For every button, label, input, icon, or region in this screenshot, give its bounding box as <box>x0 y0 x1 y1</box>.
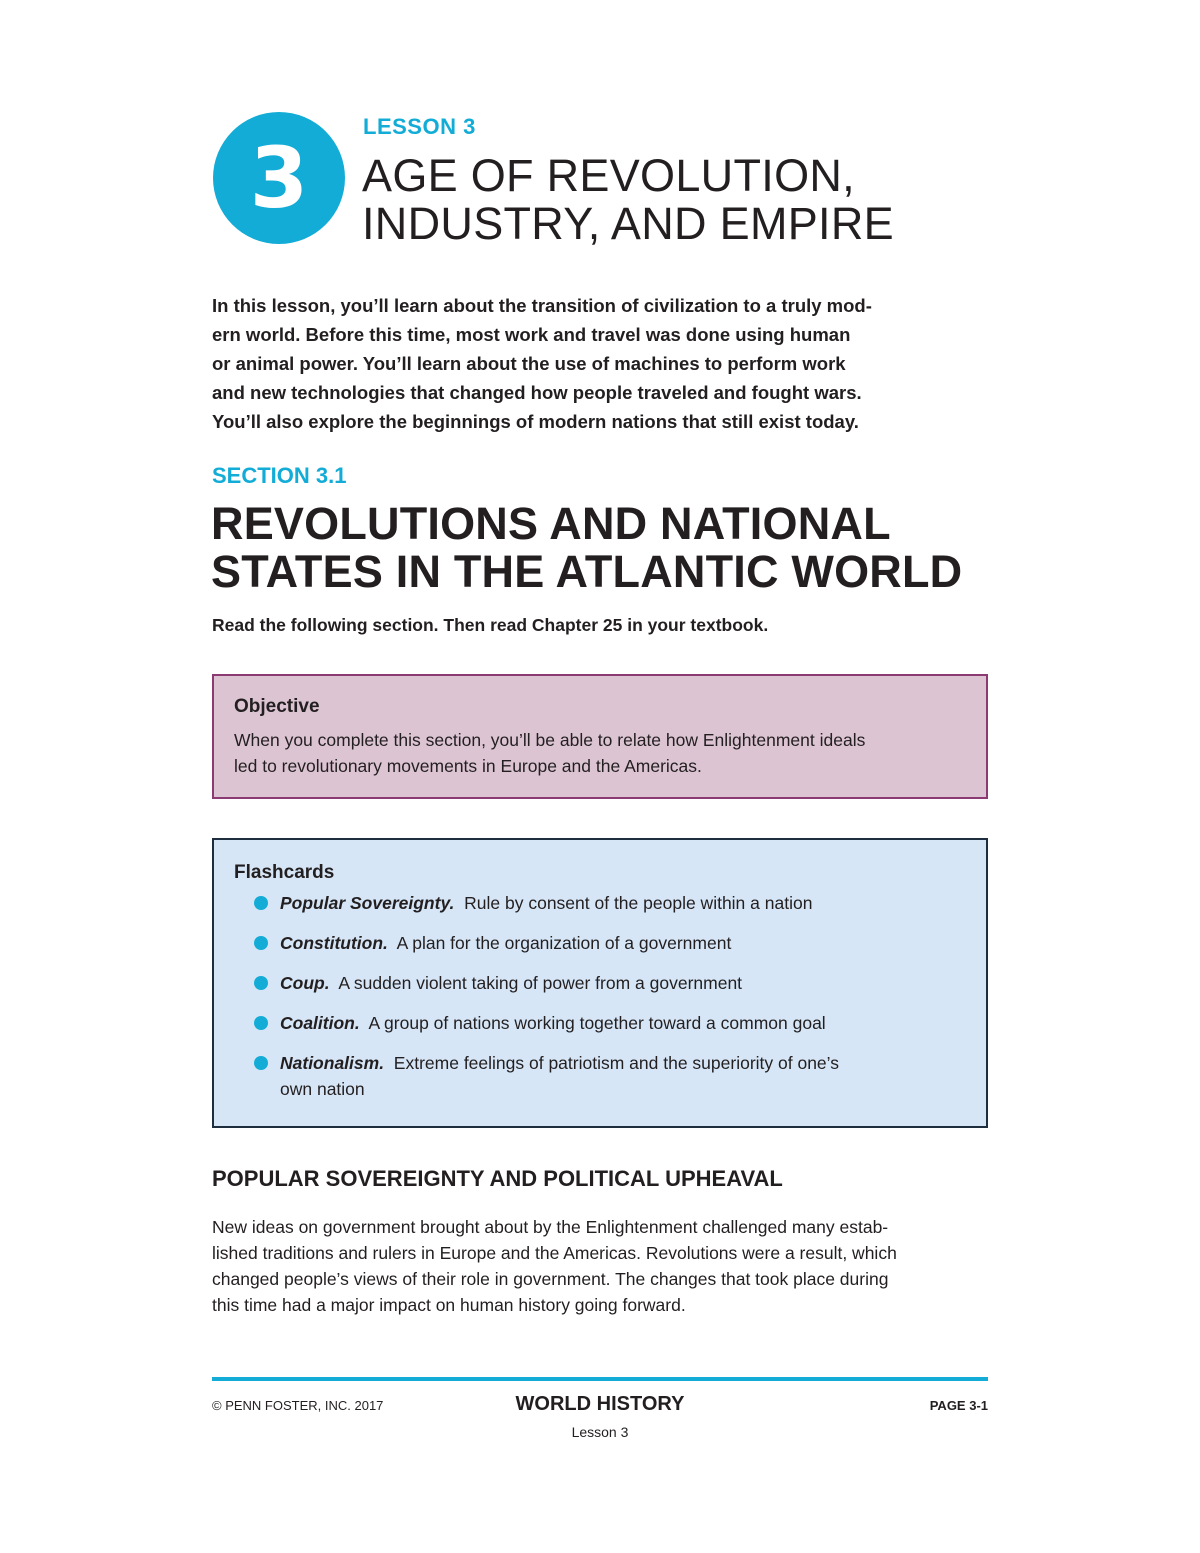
footer-course-title: WORLD HISTORY <box>515 1393 685 1415</box>
footer-copyright: © PENN FOSTER, INC. 2017 <box>212 1398 384 1413</box>
bullet-icon <box>254 1056 268 1070</box>
objective-text <box>234 727 966 779</box>
footer-lesson: Lesson 3 <box>571 1424 629 1440</box>
subsection-paragraph <box>212 1214 1002 1318</box>
flashcard-definition: A group of nations working together toward a common goal <box>368 1013 826 1033</box>
bullet-icon <box>254 976 268 990</box>
paragraph-line: lished traditions and rulers in Europe and the Americas. Revolutions were a result, which <box>212 1243 897 1263</box>
flashcard-term: Coalition. <box>280 1013 360 1033</box>
objective-line: When you complete this section, you’ll be able to relate how Enlightenment ideals <box>234 730 866 750</box>
bullet-icon <box>254 936 268 950</box>
flashcard-term: Coup. <box>280 973 330 993</box>
lesson-title-line: INDUSTRY, AND EMPIRE <box>362 198 894 249</box>
flashcard-definition: A plan for the organization of a government <box>396 933 732 953</box>
intro-line: and new technologies that changed how people traveled and fought wars. <box>212 382 862 403</box>
bullet-icon <box>254 896 268 910</box>
footer-divider <box>212 1377 988 1381</box>
lesson-title-line: AGE OF REVOLUTION, <box>362 150 855 201</box>
paragraph-line: this time had a major impact on human history going forward. <box>212 1295 686 1315</box>
section-title-line: STATES IN THE ATLANTIC WORLD <box>211 546 963 597</box>
subsection-heading: POPULAR SOVEREIGNTY AND POLITICAL UPHEAVAL <box>212 1166 783 1191</box>
flashcards-heading: Flashcards <box>234 862 335 883</box>
section-label: SECTION 3.1 <box>212 463 347 488</box>
flashcard-item <box>280 1010 966 1036</box>
intro-line: In this lesson, you’ll learn about the transition of civilization to a truly mod- <box>212 295 872 316</box>
paragraph-line: New ideas on government brought about by the Enlightenment challenged many estab- <box>212 1217 889 1237</box>
section-title <box>211 500 962 596</box>
lesson-label: LESSON 3 <box>363 114 476 139</box>
paragraph-line: changed people’s views of their role in government. The changes that took place during <box>212 1269 889 1289</box>
bullet-icon <box>254 1016 268 1030</box>
flashcard-definition-continued: own nation <box>280 1079 365 1099</box>
objective-line: led to revolutionary movements in Europe and the Americas. <box>234 756 702 776</box>
flashcard-definition: Rule by consent of the people within a nation <box>464 893 813 913</box>
lesson-number-badge <box>213 112 345 244</box>
intro-line: ern world. Before this time, most work and travel was done using human <box>212 324 851 345</box>
flashcard-item <box>280 1050 966 1102</box>
intro-line: You’ll also explore the beginnings of modern nations that still exist today. <box>212 411 859 432</box>
footer-page-number: PAGE 3-1 <box>929 1398 988 1413</box>
flashcard-definition: A sudden violent taking of power from a government <box>338 973 743 993</box>
lesson-number: 3 <box>249 129 309 227</box>
intro-line: or animal power. You’ll learn about the use of machines to perform work <box>212 353 846 374</box>
lesson-title <box>362 152 894 248</box>
intro-paragraph <box>212 291 1002 436</box>
reading-instruction: Read the following section. Then read Chapter 25 in your textbook. <box>212 615 769 635</box>
objective-box <box>212 674 988 799</box>
flashcard-item <box>280 970 966 996</box>
flashcard-item <box>280 930 966 956</box>
flashcard-term: Popular Sovereignty. <box>280 893 455 913</box>
section-title-line: REVOLUTIONS AND NATIONAL <box>211 498 891 549</box>
objective-heading: Objective <box>234 696 320 717</box>
flashcard-term: Constitution. <box>280 933 388 953</box>
flashcard-definition: Extreme feelings of patriotism and the superiority of one’s <box>393 1053 839 1073</box>
flashcards-box <box>212 838 988 1128</box>
flashcards-list <box>234 890 966 1102</box>
flashcard-term: Nationalism. <box>280 1053 385 1073</box>
flashcard-item <box>280 890 966 916</box>
